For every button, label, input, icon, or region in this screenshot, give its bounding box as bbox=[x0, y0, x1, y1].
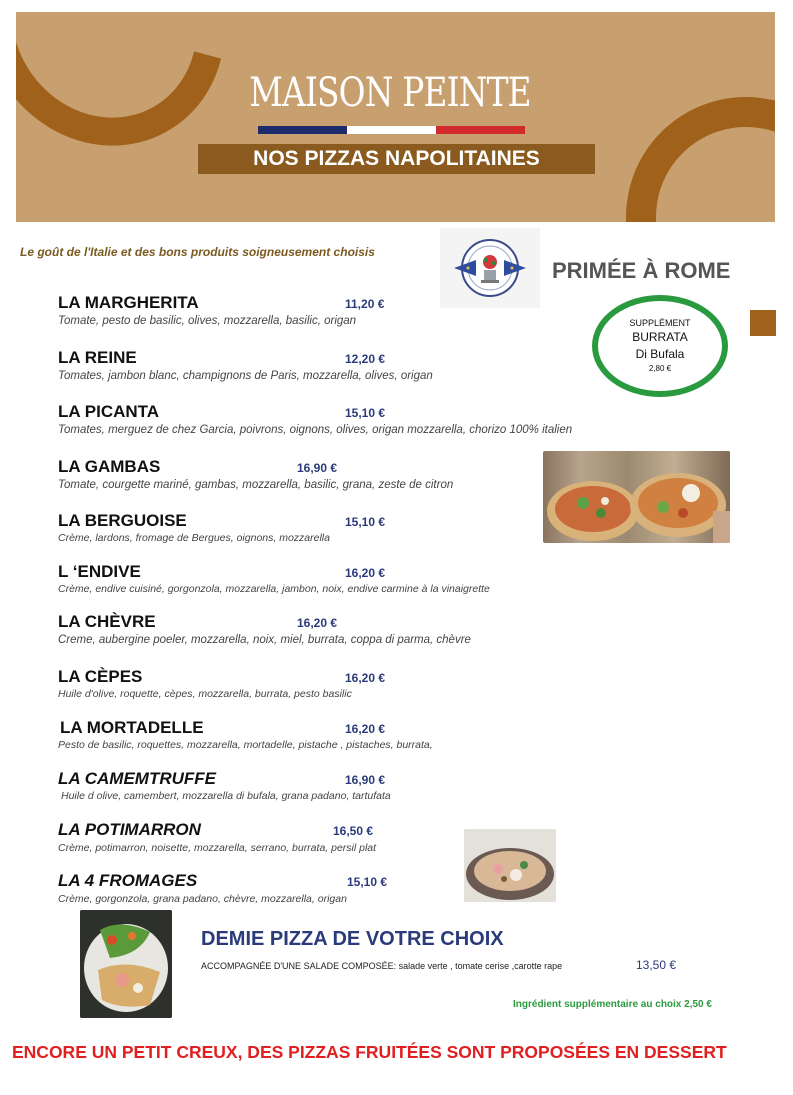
dessert-pizza-banner: ENCORE UN PETIT CREUX, DES PIZZAS FRUITÉES SONT PROPOSÉES EN DESSERT bbox=[12, 1042, 727, 1062]
tagline: Le goût de l'Italie et des bons produits soigneusement choisis bbox=[20, 245, 375, 259]
item-desc: Pesto de basilic, roquettes, mozzarella, mortadelle, pistache , pistaches, burrata, bbox=[58, 739, 433, 751]
item-price: 11,20 € bbox=[345, 297, 385, 311]
item-name: LA POTIMARRON bbox=[58, 820, 201, 839]
burrata-line1: SUPPLÉMENT bbox=[629, 318, 691, 328]
item-desc: Crème, gorgonzola, grana padano, chèvre, mozzarella, origan bbox=[58, 893, 347, 905]
item-price: 16,20 € bbox=[345, 722, 386, 736]
item-price: 16,20 € bbox=[297, 616, 338, 630]
item-name: LA CAMEMTRUFFE bbox=[58, 769, 217, 788]
item-desc: Tomate, courgette mariné, gambas, mozzarella, basilic, grana, zeste de citron bbox=[58, 479, 454, 491]
item-desc: Creme, aubergine poeler, mozzarella, noix, miel, burrata, coppa di parma, chèvre bbox=[58, 634, 471, 646]
item-price: 15,10 € bbox=[347, 875, 388, 889]
item-desc: Tomates, jambon blanc, champignons de Paris, mozzarella, olives, origan bbox=[58, 370, 433, 382]
item-desc: Tomate, pesto de basilic, olives, mozzarella, basilic, origan bbox=[58, 315, 357, 327]
half-pizza-salad-photo bbox=[80, 910, 172, 1018]
pizza-photo-potimarron bbox=[464, 829, 556, 902]
demie-pizza-desc: ACCOMPAGNÉE D'UNE SALADE COMPOSÉE: salade verte , tomate cerise ,carotte rape bbox=[201, 961, 563, 971]
item-name: LA 4 FROMAGES bbox=[58, 871, 198, 890]
item-name: LA MARGHERITA bbox=[58, 293, 199, 312]
header-banner bbox=[16, 12, 775, 222]
item-desc: Tomates, merguez de chez Garcia, poivrons, oignons, olives, origan mozzarella, chorizo 100% italien bbox=[58, 424, 573, 436]
tricolor-flag-stripe bbox=[258, 126, 525, 134]
item-name: LA BERGUOISE bbox=[58, 511, 187, 530]
item-desc: Huile d olive, camembert, mozzarella di bufala, grana padano, tartufata bbox=[61, 790, 391, 802]
item-price: 16,20 € bbox=[345, 566, 386, 580]
item-price: 16,90 € bbox=[345, 773, 386, 787]
item-name: LA MORTADELLE bbox=[60, 718, 204, 737]
item-price: 15,10 € bbox=[345, 406, 386, 420]
item-name: LA REINE bbox=[58, 348, 137, 367]
item-name: LA CÈPES bbox=[58, 667, 143, 686]
award-title: PRIMÉE À ROME bbox=[552, 258, 731, 283]
burrata-line3: Di Bufala bbox=[635, 347, 685, 361]
decorative-swirl-right bbox=[607, 78, 775, 222]
demie-pizza-title: DEMIE PIZZA DE VOTRE CHOIX bbox=[201, 928, 504, 950]
item-name: LA GAMBAS bbox=[58, 457, 161, 476]
item-name: L ‘ENDIVE bbox=[58, 562, 141, 581]
demie-pizza-price: 13,50 € bbox=[636, 958, 677, 972]
burrata-line2: BURRATA bbox=[632, 330, 688, 344]
pizza-photo-planks bbox=[543, 451, 730, 543]
brand-title: MAISON PEINTE bbox=[249, 70, 531, 116]
item-name: LA PICANTA bbox=[58, 402, 160, 421]
item-price: 16,90 € bbox=[297, 461, 338, 475]
extra-ingredient-note: Ingrédient supplémentaire au choix 2,50 € bbox=[513, 999, 712, 1010]
menu-subtitle: NOS PIZZAS NAPOLITAINES bbox=[198, 144, 595, 174]
decorative-tab bbox=[750, 310, 776, 336]
item-desc: Crème, lardons, fromage de Bergues, oignons, mozzarella bbox=[58, 532, 330, 544]
pizza-world-cup-logo-icon bbox=[440, 228, 540, 308]
item-price: 15,10 € bbox=[345, 515, 386, 529]
item-price: 12,20 € bbox=[345, 352, 386, 366]
item-name: LA CHÈVRE bbox=[58, 612, 156, 631]
item-price: 16,50 € bbox=[333, 824, 374, 838]
item-desc: Crème, endive cuisiné, gorgonzola, mozzarella, jambon, noix, endive carmine à la vinaigrette bbox=[58, 583, 490, 595]
item-desc: Huile d'olive, roquette, cèpes, mozzarella, burrata, pesto basilic bbox=[58, 688, 352, 700]
item-desc: Crème, potimarron, noisette, mozzarella, serrano, burrata, persil plat bbox=[58, 842, 377, 854]
burrata-supplement-badge bbox=[592, 295, 728, 397]
burrata-price: 2,80 € bbox=[648, 364, 672, 373]
item-price: 16,20 € bbox=[345, 671, 386, 685]
